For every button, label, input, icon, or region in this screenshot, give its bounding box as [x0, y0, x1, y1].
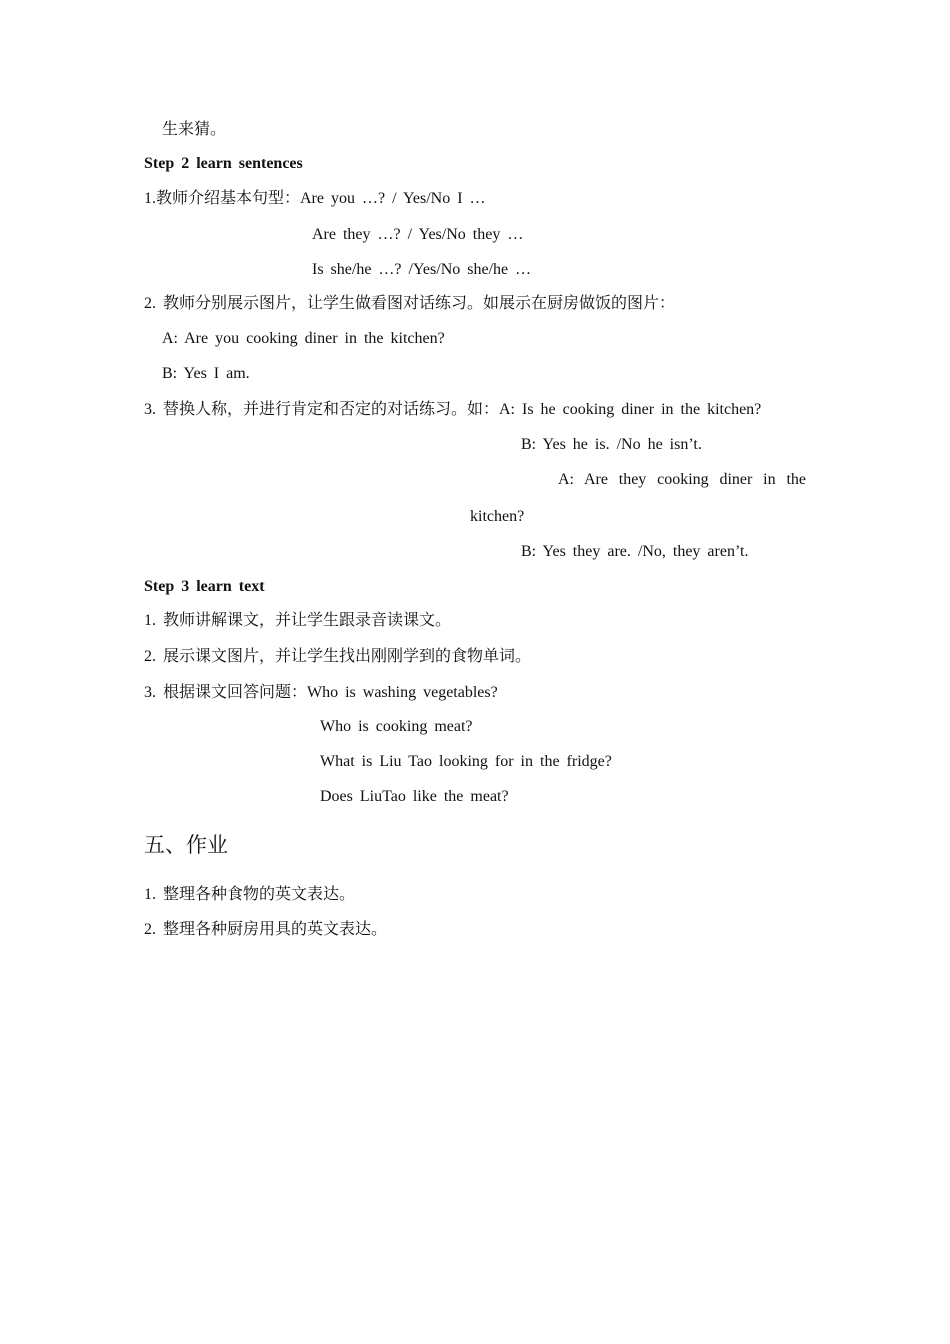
step2-item3-dialog-b1: B: Yes he is. /No he isn’t. — [521, 436, 702, 453]
step2-item2-dialog-b: B: Yes I am. — [162, 365, 250, 382]
intro-tail-text: 生来猜。 — [162, 121, 227, 138]
step3-item2: 2. 展示课文图片，并让学生找出刚刚学到的食物单词。 — [144, 648, 532, 665]
step3-question-4: Does LiuTao like the meat? — [320, 788, 509, 805]
step2-item3-dialog-b2: B: Yes they are. /No, they aren’t. — [521, 543, 749, 560]
homework-item1: 1. 整理各种食物的英文表达。 — [144, 886, 356, 903]
step3-question-3: What is Liu Tao looking for in the fridge? — [320, 753, 612, 770]
step3-question-2: Who is cooking meat? — [320, 718, 473, 735]
step2-item1-line3: Is she/he …? /Yes/No she/he … — [312, 261, 532, 278]
step2-item3: 3. 替换人称，并进行肯定和否定的对话练习。如：A: Is he cooking diner in the kitchen? — [144, 401, 762, 418]
step3-item3: 3. 根据课文回答问题：Who is washing vegetables? — [144, 684, 498, 701]
step2-item1-line2: Are they …? / Yes/No they … — [312, 226, 524, 243]
step2-item3-dialog-a2-wrap: kitchen? — [470, 508, 525, 525]
step3-item1: 1. 教师讲解课文，并让学生跟录音读课文。 — [144, 612, 452, 629]
homework-item2: 2. 整理各种厨房用具的英文表达。 — [144, 921, 388, 938]
homework-heading: 五、作业 — [144, 833, 228, 857]
step3-heading: Step 3 learn text — [144, 578, 265, 595]
step2-item2: 2. 教师分别展示图片，让学生做看图对话练习。如展示在厨房做饭的图片： — [144, 295, 676, 312]
step2-heading: Step 2 learn sentences — [144, 155, 303, 172]
step2-item2-dialog-a: A: Are you cooking diner in the kitchen? — [162, 330, 445, 347]
step2-item3-dialog-a2: A: Are they cooking diner in the — [558, 471, 806, 488]
step2-item1: 1.教师介绍基本句型：Are you …? / Yes/No I … — [144, 190, 486, 207]
